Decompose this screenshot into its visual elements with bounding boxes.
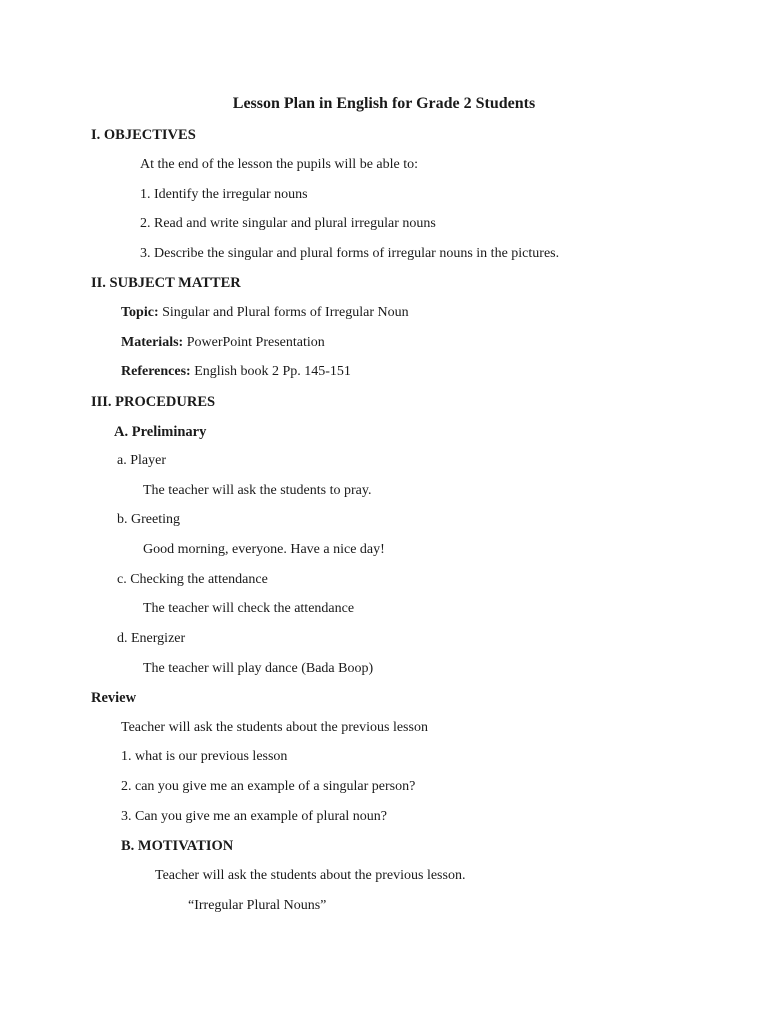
- objective-item: 3. Describe the singular and plural forms of irregular nouns in the pictures.: [140, 246, 560, 261]
- preliminary-item-detail: Good morning, everyone. Have a nice day!: [143, 542, 385, 557]
- preliminary-item-detail: The teacher will play dance (Bada Boop): [143, 661, 374, 676]
- preliminary-item-detail: The teacher will ask the students to pray.: [143, 483, 372, 498]
- references-value: English book 2 Pp. 145-151: [194, 364, 351, 379]
- review-intro: Teacher will ask the students about the previous lesson: [121, 720, 428, 735]
- document-title: Lesson Plan in English for Grade 2 Students: [232, 95, 536, 112]
- objective-item: 2. Read and write singular and plural irregular nouns: [140, 216, 436, 231]
- preliminary-heading: A. Preliminary: [114, 424, 207, 440]
- motivation-intro: Teacher will ask the students about the previous lesson.: [155, 868, 466, 883]
- objectives-intro: At the end of the lesson the pupils will be able to:: [140, 157, 419, 172]
- objectives-heading: I. OBJECTIVES: [91, 127, 196, 143]
- preliminary-item-label: a. Player: [117, 453, 166, 468]
- topic-value: Singular and Plural forms of Irregular Noun: [162, 305, 409, 320]
- review-item: 2. can you give me an example of a singular person?: [121, 779, 416, 794]
- preliminary-item-label: c. Checking the attendance: [117, 572, 268, 587]
- topic-row: [121, 304, 409, 322]
- materials-row: [121, 334, 325, 352]
- references-label: References:: [121, 364, 191, 379]
- preliminary-item-label: d. Energizer: [117, 631, 186, 646]
- procedures-heading: III. PROCEDURES: [91, 394, 216, 410]
- materials-value: PowerPoint Presentation: [186, 335, 325, 350]
- references-row: [121, 363, 351, 381]
- review-item: 3. Can you give me an example of plural noun?: [121, 809, 387, 824]
- topic-label: Topic:: [121, 305, 159, 320]
- preliminary-item-detail: The teacher will check the attendance: [143, 601, 355, 616]
- motivation-heading: B. MOTIVATION: [121, 838, 234, 854]
- materials-label: Materials:: [121, 335, 184, 350]
- preliminary-item-label: b. Greeting: [117, 512, 180, 527]
- motivation-quote: “Irregular Plural Nouns”: [188, 898, 327, 913]
- objective-item: 1. Identify the irregular nouns: [140, 187, 308, 202]
- review-heading: Review: [91, 690, 137, 706]
- review-item: 1. what is our previous lesson: [121, 749, 288, 764]
- subject-matter-heading: II. SUBJECT MATTER: [91, 275, 241, 291]
